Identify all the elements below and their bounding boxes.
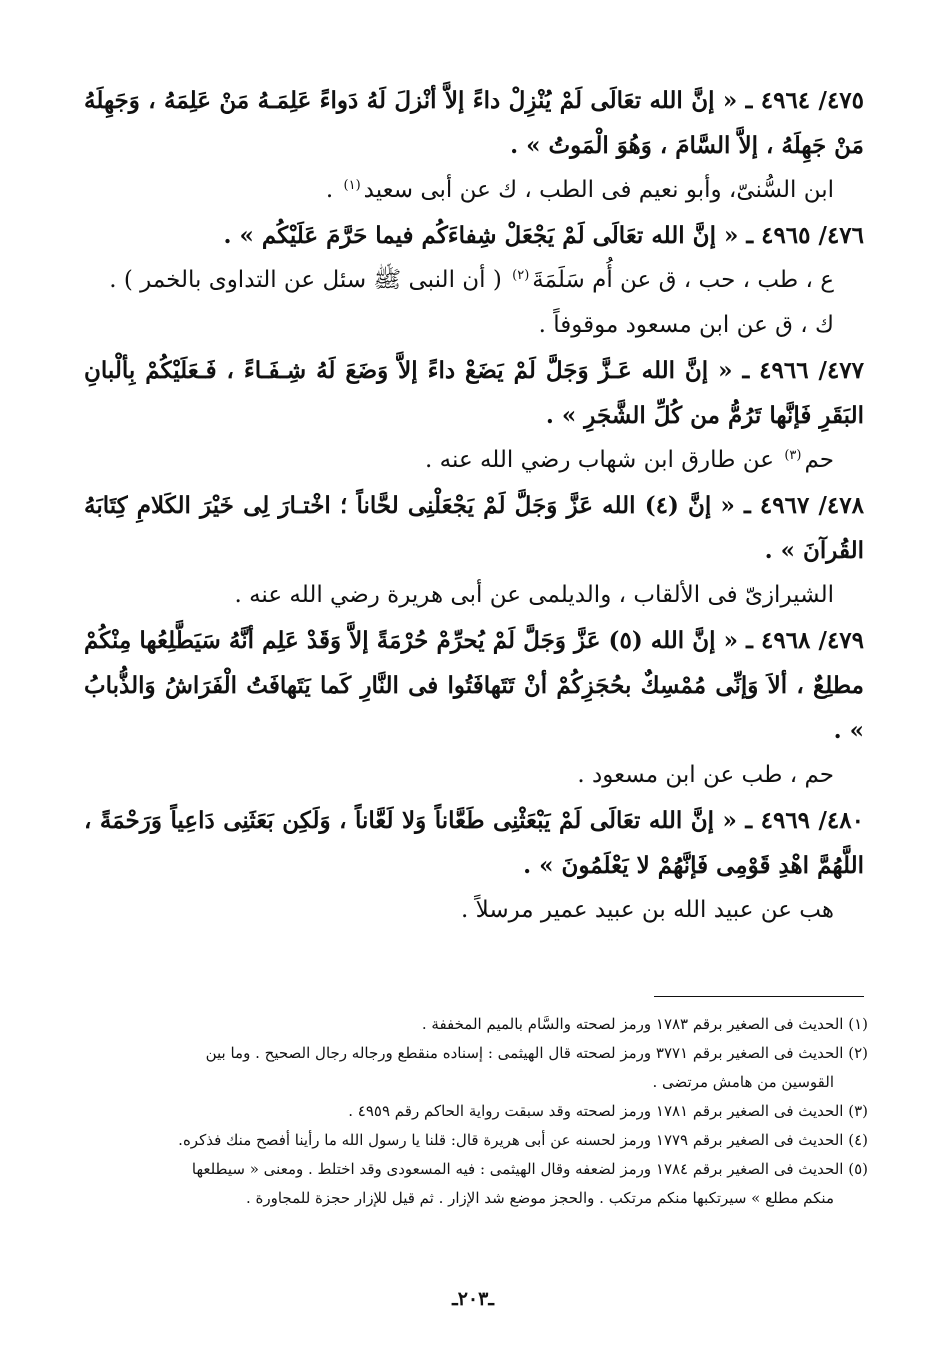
footnotes	[78, 1010, 868, 1213]
source-479: حم ، طب عن ابن مسعود .	[577, 762, 834, 788]
source-475: ابن السُّنىّ، وأبو نعيم فى الطب ، ك عن أبى سعيد$^{(١)}$ .	[325, 177, 834, 203]
footnote-2: (٢) الحديث فى الصغير برقم ٣٧٧١ ورمز لصحته قال الهيثمى : إسناده منقطع ورجاله رجال الصحيح . وما بين	[205, 1044, 868, 1062]
footnote-divider	[654, 996, 864, 997]
footnote-5: (٥) الحديث فى الصغير برقم ١٧٨٤ ورمز لضعفه وقال الهيثمى : فيه المسعودى وقد اختلط . ومعنى « سيطلعها	[191, 1160, 868, 1178]
footnote-2-continuation: القوسين من هامش مرتضى .	[652, 1073, 834, 1091]
source-476: ع ، طب ، حب ، ق عن أُم سَلَمَةَ$^{(٢)}$ ( أن النبى ﷺ سئل عن التداوى بالخمر ) .	[109, 267, 834, 293]
hadith-480: ٤٨٠/ ٤٩٦٩ ـ « إنَّ الله تعَالَى لَمْ يَبْعَثْنِى طَعَّاناً وَلا لَعَّاناً ، وَلَكِن بَعَثَنِى دَاعِياً وَرَحْمَةً ، اللَّهُمَّ اهْدِ قَوْمِى فَإنَّهُمْ لا يَعْلَمُونَ » .	[84, 807, 864, 879]
page-number: ـ٢٠٣ـ	[452, 1288, 494, 1310]
footnote-1: (١) الحديث فى الصغير برقم ١٧٨٣ ورمز لصحته والسَّام بالميم المخففة .	[421, 1015, 868, 1033]
hadith-479: ٤٧٩/ ٤٩٦٨ ـ « إنَّ الله (٥) عَزَّ وَجَلَّ لَمْ يُحرِّمْ حُرْمَةً إلاَّ وَقَدْ عَلِم أنَّهُ سَيَطَّلِعُها مِنْكُمْ مطلِعٌ ، ألاَ وَإنِّى مُمْسِكٌ بحُجَزِكُمْ أنْ تَتَهافَتُوا فى النَّارِ كَما يَتَهافَتُ الْفَرَاشُ وَالذُّبابُ » .	[84, 627, 864, 744]
footnote-marker: (٢)	[512, 268, 530, 283]
source-478: الشيرازىّ فى الألقاب ، والديلمى عن أبى هريرة رضي الله عنه .	[234, 582, 834, 608]
hadith-477: ٤٧٧/ ٤٩٦٦ ـ « إنَّ الله عَـزَّ وَجَلَّ لَمْ يَضَعْ داءً إلاَّ وَضَعَ لَهُ شِـفَـاءً ، فَـعَلَيْكُمْ بِألْبانِ البَقَرِ فَإنَّها تَرُمُّ من كُلِّ الشَّجَرِ » .	[84, 357, 864, 429]
hadith-478: ٤٧٨/ ٤٩٦٧ ـ « إنَّ (٤) الله عَزَّ وَجَلَّ لَمْ يَجْعَلْنِى لحَّاناً ؛ اخْتـارَ لِى خَيْرَ الكَلامِ كِتَابَهُ القُرآنَ » .	[84, 492, 864, 564]
source-477: حم$^{(٣)}$ عن طارق ابن شهاب رضي الله عنه .	[425, 447, 834, 473]
footnote-3: (٣) الحديث فى الصغير برقم ١٧٨١ ورمز لصحته وقد سبقت رواية الحاكم رقم ٤٩٥٩ .	[348, 1102, 868, 1120]
hadith-476: ٤٧٦/ ٤٩٦٥ ـ « إنَّ الله تعَالَى لَمْ يَجْعَلْ شِفاءَكُم فيما حَرَّمَ عَلَيْكُم » .	[223, 222, 864, 249]
source-476-b: ك ، ق عن ابن مسعود موقوفاً .	[538, 312, 834, 338]
source-480: هب عن عبيد الله بن عبيد عمير مرسلاً .	[460, 897, 834, 923]
footnote-4: (٤) الحديث فى الصغير برقم ١٧٧٩ ورمز لحسنه عن أبى هريرة قال: قلنا يا رسول الله ما رأينا أفصح منك فذكره.	[178, 1131, 868, 1149]
main-text	[84, 78, 864, 933]
footnote-5-continuation: منكم مطلع » سيرتكبها منكم مرتكب . والحجز موضع شد الإزار . ثم قيل للإزار حجزة للمجاورة .	[245, 1189, 834, 1207]
hadith-475: ٤٧٥/ ٤٩٦٤ ـ « إنَّ الله تعَالَى لَمْ يُنْزِلْ داءً إلاَّ أنْزلَ لَهُ دَواءً عَلِمَـهُ مَنْ عَلِمَهُ ، وَجَهِلَهُ مَنْ جَهِلَهُ ، إلاَّ السَّامَ ، وَهُوَ الْمَوتُ » .	[84, 87, 864, 159]
footnote-marker: (١)	[343, 178, 361, 193]
footnote-marker: (٣)	[784, 448, 802, 463]
